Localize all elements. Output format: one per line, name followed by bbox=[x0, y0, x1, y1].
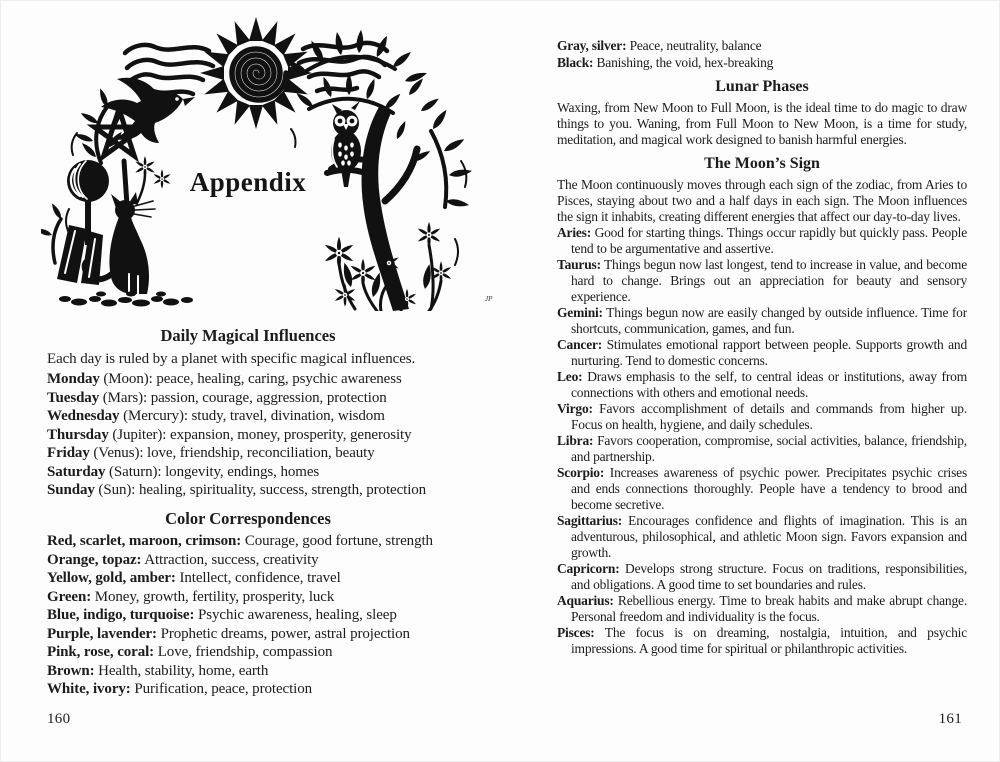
artist-signature: JP bbox=[485, 295, 493, 303]
page-number-right: 161 bbox=[938, 711, 962, 727]
list-item: Brown: Health, stability, home, earth bbox=[47, 662, 269, 679]
zodiac-item: Aries: Good for starting things. Things occur rapidly but quickly pass. People tend to be argumentative and assertive. bbox=[557, 225, 967, 256]
zodiac-item: Taurus: Things begun now last longest, tend to increase in value, and become hard to change. Brings out an appreciation for beauty and sensory experience. bbox=[557, 257, 967, 304]
list-item: Purple, lavender: Prophetic dreams, power, astral projection bbox=[47, 625, 410, 642]
list-item: Black: Banishing, the void, hex-breaking bbox=[557, 55, 774, 70]
list-item: Friday (Venus): love, friendship, reconciliation, beauty bbox=[47, 445, 375, 461]
zodiac-list bbox=[557, 225, 967, 657]
page-title: Appendix bbox=[189, 167, 307, 197]
zodiac-item: Sagittarius: Encourages confidence and flights of imagination. This is an adventurous, philosophical, and athletic Moon sign. Favors expansion and growth. bbox=[557, 513, 967, 560]
zodiac-item: Scorpio: Increases awareness of psychic power. Precipitates psychic crises and ends connections thoroughly. People have a tendency to brood and become secretive. bbox=[557, 465, 967, 512]
moons-sign-paragraph: The Moon continuously moves through each sign of the zodiac, from Aries to Pisces, staying about two and a half days in each sign. The Moon influences the sign it inhabits, creating different energies that affect our day-to-day lives. bbox=[557, 177, 967, 224]
books bbox=[41, 202, 103, 285]
daily-intro: Each day is ruled by a planet with specific magical influences. bbox=[47, 350, 416, 367]
zodiac-item: Virgo: Favors accomplishment of details and commands from higher up. Focus on health, hygiene, and daily schedules. bbox=[557, 401, 967, 432]
list-item: Orange, topaz: Attraction, success, creativity bbox=[47, 551, 319, 568]
section-heading-lunar: Lunar Phases bbox=[715, 78, 809, 95]
list-item: Thursday (Jupiter): expansion, money, prosperity, generosity bbox=[47, 426, 412, 443]
spiral-sun-icon bbox=[200, 17, 312, 129]
list-item: Pink, rose, coral: Love, friendship, compassion bbox=[47, 644, 333, 660]
section-heading-daily: Daily Magical Influences bbox=[160, 326, 336, 345]
lunar-paragraph: Waxing, from New Moon to Full Moon, is the ideal time to do magic to draw things to you. Waning, from Full Moon to New Moon, is a time for study, meditation, and magical work designed to banish harmful energies. bbox=[557, 100, 967, 147]
list-item: Green: Money, growth, fertility, prosperity, luck bbox=[47, 588, 335, 605]
color-list bbox=[47, 532, 449, 699]
section-heading-colors: Color Correspondences bbox=[165, 508, 331, 528]
page-number-left: 160 bbox=[47, 711, 71, 727]
list-item: Gray, silver: Peace, neutrality, balance bbox=[557, 38, 762, 53]
list-item: Sunday (Sun): healing, spirituality, success, strength, protection bbox=[47, 482, 427, 498]
list-item: Monday (Moon): peace, healing, caring, psychic awareness bbox=[47, 371, 402, 387]
list-item: Red, scarlet, maroon, crimson: Courage, good fortune, strength bbox=[47, 533, 433, 549]
daily-list bbox=[47, 370, 449, 500]
list-item: Tuesday (Mars): passion, courage, aggression, protection bbox=[47, 389, 387, 406]
pebbles bbox=[59, 292, 193, 307]
color-list-continued bbox=[557, 37, 967, 71]
flowers bbox=[324, 222, 452, 311]
arch-illustration bbox=[41, 11, 501, 311]
left-page-content bbox=[47, 327, 449, 699]
zodiac-item: Pisces: The focus is on dreaming, nostalgia, intuition, and psychic impressions. A good time for spiritual or philanthropic activities. bbox=[557, 625, 967, 656]
zodiac-item: Leo: Draws emphasis to the self, to central ideas or institutions, away from connections with others and emotional needs. bbox=[557, 369, 967, 400]
zodiac-item: Cancer: Stimulates emotional rapport between people. Supports growth and nurturing. Tend to domestic concerns. bbox=[557, 337, 967, 368]
right-page-content bbox=[557, 1, 967, 715]
section-heading-moons-sign: The Moon’s Sign bbox=[704, 155, 820, 172]
list-item: White, ivory: Purification, peace, protection bbox=[47, 681, 312, 697]
list-item: Blue, indigo, turquoise: Psychic awareness, healing, sleep bbox=[47, 607, 397, 623]
zodiac-item: Libra: Favors cooperation, compromise, social activities, balance, friendship, and partnership. bbox=[557, 433, 967, 464]
zodiac-item: Aquarius: Rebellious energy. Time to break habits and make abrupt change. Personal freedom and individuality is the focus. bbox=[557, 593, 967, 624]
bird bbox=[101, 78, 195, 143]
list-item: Yellow, gold, amber: Intellect, confidence, travel bbox=[47, 570, 341, 586]
arch-illustration-svg bbox=[41, 11, 501, 311]
zodiac-item: Capricorn: Develops strong structure. Focus on traditions, responsibilities, and obligations. A good time to set boundaries and rules. bbox=[557, 561, 967, 592]
list-item: Saturday (Saturn): longevity, endings, homes bbox=[47, 463, 320, 480]
zodiac-item: Gemini: Things begun now are easily changed by outside influence. Time for shortcuts, communication, games, and fun. bbox=[557, 305, 967, 336]
list-item: Wednesday (Mercury): study, travel, divination, wisdom bbox=[47, 408, 385, 424]
